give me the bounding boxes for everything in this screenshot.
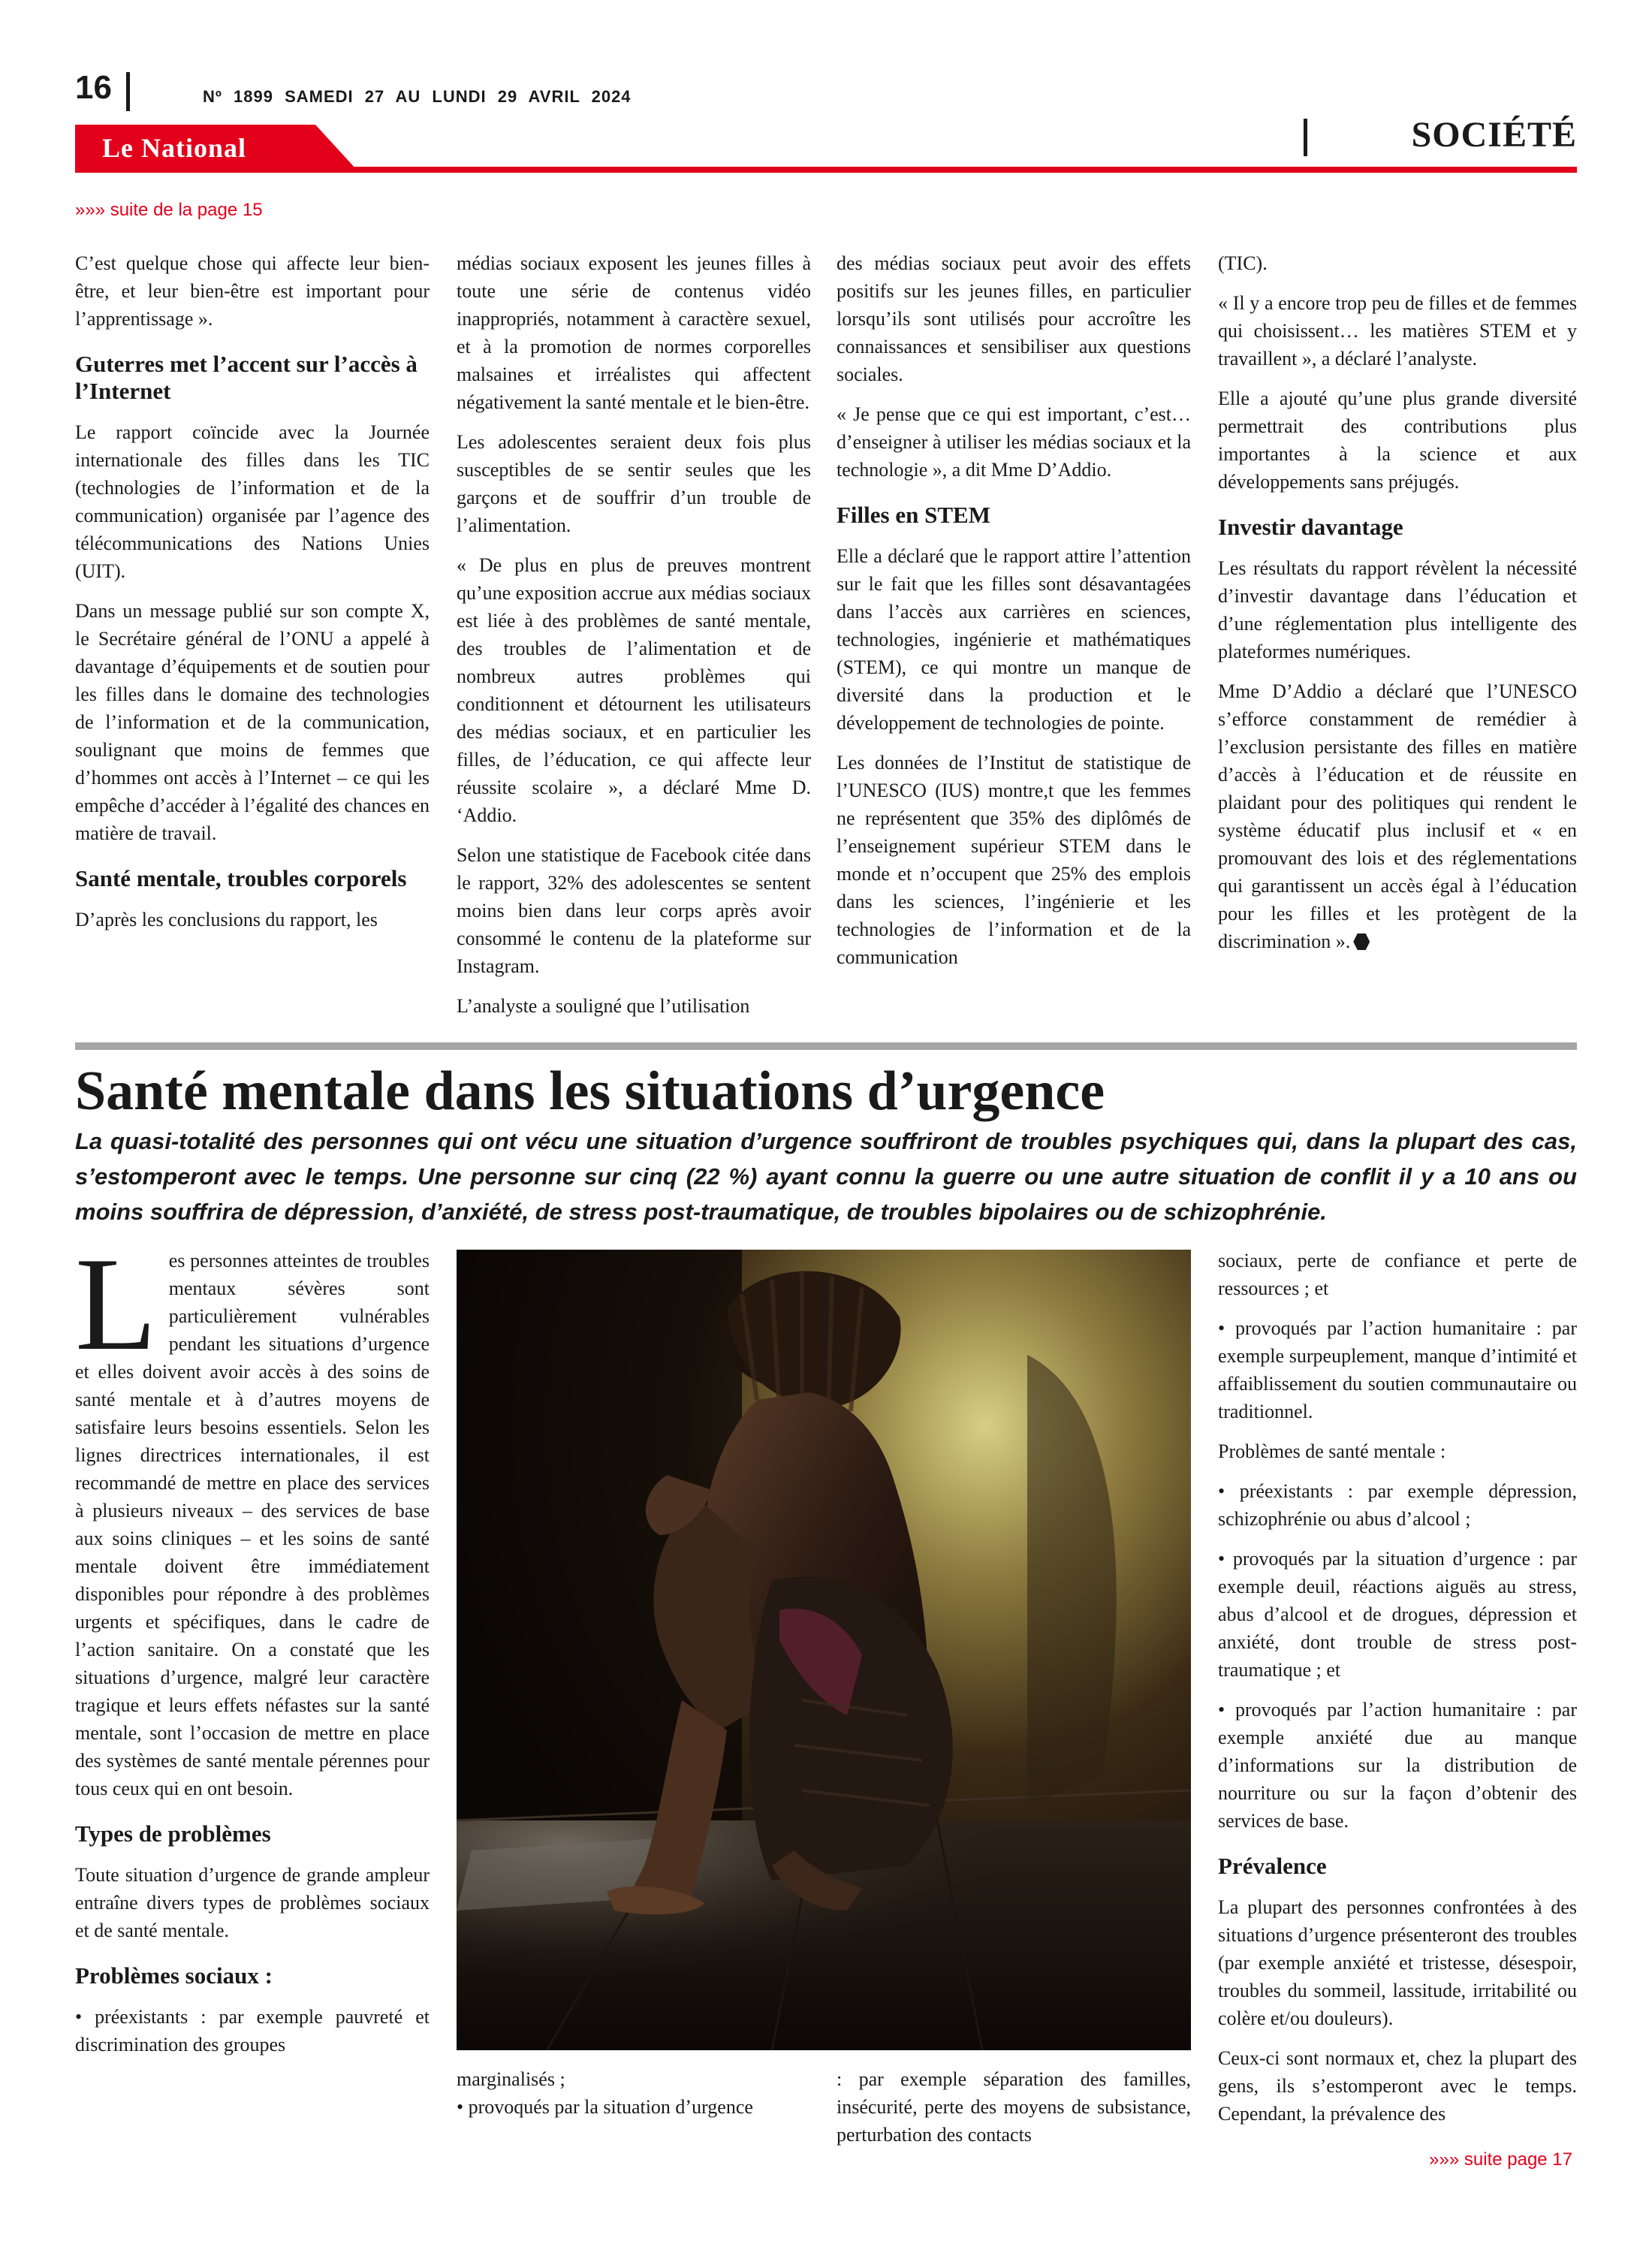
subheading: Types de problèmes [75,1820,271,1847]
header-red-rule [75,167,1577,173]
subheading: Investir davantage [1218,514,1403,540]
drop-cap: L [75,1247,157,1378]
paragraph: La plupart des personnes confrontées à des situations d’urgence présenteront des troubles (par exemple anxiété et tristesse, désespoir, troubles du sommeil, lassitude, irritabilité ou colère et/ou douleurs). [1218,1896,1577,2029]
paragraph-text: Mme D’Addio a déclaré que l’UNESCO s’efforce constamment de remédier à l’exclusion persistante des filles en matière d’accès à l’éducation et de réussite en plaidant pour des politiques qui rendent le système éducatif plus inclusif et « en promouvant des lois et des réglementations qui garantissent un accès égal à l’éducation pour les filles et les protègent de la discrimination ». [1218,680,1577,952]
paragraph: C’est quelque chose qui affecte leur bien-être, et leur bien-être est important pour l’apprentissage ». [75,252,430,330]
article-photo [457,1250,1191,2050]
subheading: Prévalence [1218,1853,1327,1879]
section-title: SOCIÉTÉ [1411,115,1577,155]
continued-from-link[interactable]: »»» suite de la page 15 [75,200,263,220]
paragraph: « Il y a encore trop peu de filles et de femmes qui choisissent… les matières STEM et y travaillent », a déclaré l’analyste. [1218,292,1577,369]
paragraph: Selon une statistique de Facebook citée dans le rapport, 32% des adolescentes se sentent moins bien dans leur corps après avoir consommé le contenu de la plateforme sur Instagram. [457,844,811,977]
paragraph: : par exemple séparation des familles, insécurité, perte des moyens de subsistance, perturbation des contacts [837,2068,1191,2146]
subheading: Santé mentale, troubles corporels [75,865,407,891]
paragraph: médias sociaux exposent les jeunes filles à toute une série de contenus vidéo inappropriés, notamment à caractère sexuel, et à la promotion de normes corporelles malsaines et irréalistes qui affectent négativement la santé mentale et le bien-être. [457,252,811,413]
end-of-article-icon [1353,933,1370,950]
paragraph: • provoqués par la situation d’urgence : par exemple deuil, réactions aiguës au stress, abus d’alcool et de drogues, dépression et anxiété, dont trouble de stress post-traumatique ; et [1218,1548,1577,1681]
paragraph: Ceux-ci sont normaux et, chez la plupart des gens, ils s’estomperont avec le temps. Cependant, la prévalence des [1218,2047,1577,2125]
article-separator [75,1042,1577,1050]
article2-column-4 [1218,1247,1577,2140]
paragraph: Dans un message publié sur son compte X, le Secrétaire général de l’ONU a appelé à davantage d’équipements et de soutien pour les filles dans le domaine des technologies de l’information et de la communication, soulignant que moins de femmes que d’hommes ont accès à l’Internet – ce qui les empêche d’accéder à l’égalité des chances en matière de travail. [75,600,430,844]
article-headline: Santé mentale dans les situations d’urgence [75,1060,1105,1122]
paragraph: Elle a déclaré que le rapport attire l’attention sur le fait que les filles sont désavantagées dans l’accès aux carrières en sciences, technologies, ingénierie et mathématiques (STEM), ce qui montre un manque de diversité dans la production et le développement de technologies de pointe. [837,545,1191,734]
article2-column-2 [457,2065,811,2148]
article-standfirst: La quasi-totalité des personnes qui ont vécu une situation d’urgence souffriront de troubles psychiques qui, dans la plupart des cas, s’estomperont avec le temps. Une personne sur cinq (22 %) ayant connu la guerre ou une autre situation de conflit il y a 10 ans ou moins souffrira de dépression, d’anxiété, de stress post-traumatique, de troubles bipolaires ou de schizophrénie. [75,1128,1577,1225]
person-in-distress-photo-icon [457,1250,1191,2050]
paragraph: • provoqués par l’action humanitaire : par exemple anxiété due au manque d’informations sur la distribution de nourriture ou sur la façon d’obtenir des services de base. [1218,1699,1577,1832]
article1-column-2 [457,249,811,1030]
paragraph: Les adolescentes seraient deux fois plus susceptibles de se sentir seules que les garçons et de souffrir d’un trouble de l’alimentation. [457,431,811,536]
paragraph: « De plus en plus de preuves montrent qu’une exposition accrue aux médias sociaux est liée à des problèmes de santé mentale, des troubles de l’alimentation et de nombreux autres problèmes qui conditionnent et détournent les utilisateurs des médias sociaux, et en particulier les filles, de l’éducation, ce qui affecte leur réussite scolaire », a déclaré Mme D. ‘Addio. [457,554,811,826]
paragraph [1218,677,1577,955]
article1-column-1 [75,249,430,1030]
paragraph: des médias sociaux peut avoir des effets positifs sur les jeunes filles, en particulier lorsqu’ils sont utilisés pour accroître les connaissances et sensibiliser aux questions sociales. [837,252,1191,385]
paragraph: (TIC). [1218,252,1268,274]
section-divider [1304,119,1307,156]
paragraph: Toute situation d’urgence de grande ampleur entraîne divers types de problèmes sociaux et de santé mentale. [75,1864,430,1941]
paragraph: Problèmes de santé mentale : [1218,1440,1446,1462]
paragraph: • provoqués par l’action humanitaire : par exemple surpeuplement, manque d’intimité et affaiblissement du soutien communautaire ou traditionnel. [1218,1317,1577,1422]
article1-column-4 [1218,249,1577,1030]
paragraph [75,1247,430,1802]
paragraph: « Je pense que ce qui est important, c’est… d’enseigner à utiliser les médias sociaux et la technologie », a dit Mme D’Addio. [837,403,1191,481]
subheading: Guterres met l’accent sur l’accès à l’Internet [75,351,418,404]
page-number: 16 [75,69,112,106]
paragraph: • préexistants : par exemple pauvreté et discrimination des groupes [75,2006,430,2055]
subheading: Problèmes sociaux : [75,1962,273,1989]
paragraph: Les résultats du rapport révèlent la nécessité d’investir davantage dans l’éducation et d’une réglementation plus intelligente des plateformes numériques. [1218,557,1577,662]
article2-column-3 [837,2065,1191,2148]
paragraph: Les données de l’Institut de statistique de l’UNESCO (IUS) montre,t que les femmes ne représentent que 35% des diplômés de l’enseignement supérieur STEM dans le monde et n’occupent que 25% des emplois dans les sciences, l’ingénierie et les technologies de l’information et de la communication [837,752,1191,968]
page-number-divider [126,72,130,111]
subheading: Filles en STEM [837,502,990,528]
article2-column-1 [75,1247,430,2140]
paragraph: • préexistants : par exemple dépression, schizophrénie ou abus d’alcool ; [1218,1480,1577,1530]
paragraph: marginalisés ; [457,2068,565,2090]
paragraph-text: es personnes atteintes de troubles mentaux sévères sont particulièrement vulnérables pendant les situations d’urgence et elles doivent avoir accès à des soins de santé mentale et à d’autres moyens de satisfaire leurs besoins essentiels. Selon les lignes directrices internationales, il est recommandé de mettre en place des services à plusieurs niveaux – des services de base aux soins cliniques – et les soins de santé mentale doivent être immédiatement disponibles pour répondre à des problèmes urgents et spécifiques, dans le cadre de l’action sanitaire. On a constaté que les situations d’urgence, malgré leur caractère tragique et leurs effets néfastes sur la santé mentale, sont l’occasion de mettre en place des systèmes de santé mentale pérennes pour tous ceux qui en ont besoin. [75,1250,430,1799]
issue-date-line: Nº 1899 SAMEDI 27 AU LUNDI 29 AVRIL 2024 [203,87,632,106]
paragraph: Le rapport coïncide avec la Journée internationale des filles dans les TIC (technologies de l’information et de la communication) organisée par l’agence des télécommunications des Nations Unies (UIT). [75,421,430,582]
paragraph: L’analyste a souligné que l’utilisation [457,995,750,1017]
brand-name: Le National [102,133,247,163]
paragraph: • provoqués par la situation d’urgence [457,2096,753,2118]
article1-column-3 [837,249,1191,1030]
continued-to-link[interactable]: »»» suite page 17 [1429,2149,1572,2170]
paragraph: D’après les conclusions du rapport, les [75,909,378,930]
paragraph: Elle a ajouté qu’une plus grande diversité permettrait des contributions plus importantes à la science et aux développements sans préjugés. [1218,388,1577,493]
paragraph: sociaux, perte de confiance et perte de ressources ; et [1218,1250,1577,1299]
